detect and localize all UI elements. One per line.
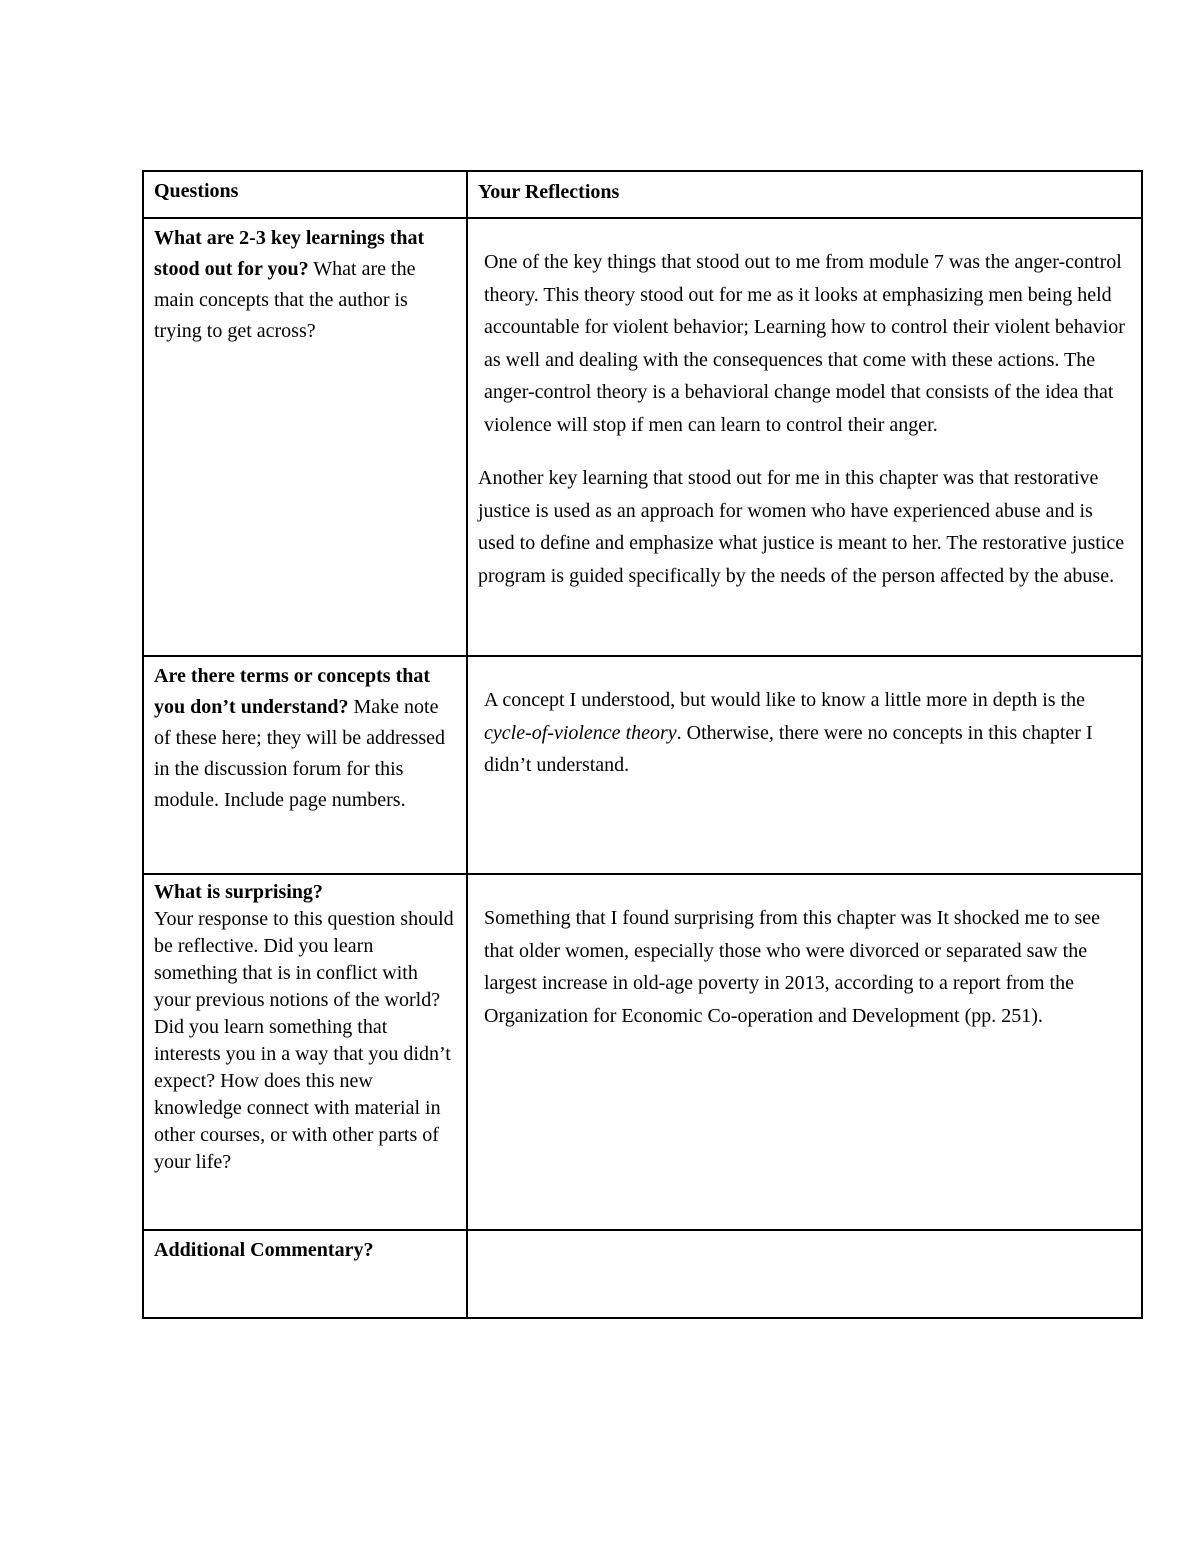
reflection-paragraph	[478, 684, 1131, 782]
table-row	[143, 218, 1142, 656]
question-cell-surprising	[143, 874, 467, 1230]
question-detail: Make note of these here; they will be addressed in the discussion forum for this module. Include page numbers.	[154, 696, 446, 811]
question-cell-terms	[143, 656, 467, 874]
header-questions: Questions	[154, 180, 239, 202]
question-cell-commentary	[143, 1230, 467, 1318]
question-bold: What are 2-3 key learnings that stood out for you?	[154, 227, 425, 280]
reflection-paragraph: One of the key things that stood out to me from module 7 was the anger-control theory. This theory stood out for me as it looks at emphasizing men being held accountable for violent behavior; Learning how to control their violent behavior as well and dealing with the consequences that come with these actions. The anger-control theory is a behavioral change model that consists of the idea that violence will stop if men can learn to control their anger.	[484, 251, 1125, 436]
question-detail: Your response to this question should be reflective. Did you learn something that is in conflict with your previous notions of the world? Did you learn something that interests you in a way that you didn’t expect? How does this new knowledge connect with material in other courses, or with other parts of your life?	[154, 908, 454, 1173]
reflection-table	[142, 170, 1143, 1319]
reflection-text: . Otherwise, there were no concepts in this chapter I didn’t understand.	[484, 721, 1093, 776]
reflection-text: A concept I understood, but would like to know a little more in depth is the	[484, 689, 1086, 711]
reflection-cell-surprising	[467, 874, 1142, 1230]
header-reflections-cell	[467, 171, 1142, 218]
question-bold: What is surprising?	[154, 881, 323, 903]
question-bold: Are there terms or concepts that you don’t understand?	[154, 665, 431, 718]
reflection-paragraph: Another key learning that stood out for me in this chapter was that restorative justice is used as an approach for women who have experienced abuse and is used to define and emphasize what justice is meant to her. The restorative justice program is guided specifically by the needs of the person affected by the abuse.	[478, 467, 1125, 587]
reflection-cell-terms	[467, 656, 1142, 874]
table-row	[143, 874, 1142, 1230]
header-questions-cell	[143, 171, 467, 218]
reflection-term: cycle-of-violence theory	[484, 721, 677, 744]
question-detail: What are the main concepts that the author is trying to get across?	[154, 258, 416, 342]
table-header-row	[143, 171, 1142, 218]
reflection-cell-key-learnings	[467, 218, 1142, 656]
question-bold: Additional Commentary?	[154, 1239, 374, 1261]
header-reflections: Your Reflections	[478, 181, 620, 203]
question-cell-key-learnings	[143, 218, 467, 656]
reflection-cell-commentary	[467, 1230, 1142, 1318]
reflection-paragraph: Something that I found surprising from this chapter was It shocked me to see that older women, especially those who were divorced or separated saw the largest increase in old-age poverty in 2013, according to a report from the Organization for Economic Co-operation and Development (pp. 251).	[484, 907, 1100, 1027]
table-row	[143, 656, 1142, 874]
table-row	[143, 1230, 1142, 1318]
